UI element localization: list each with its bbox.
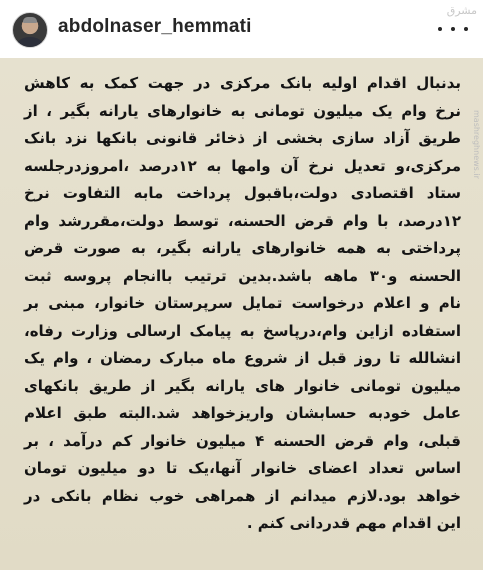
post-header (0, 0, 483, 58)
username[interactable]: abdolnaser_hemmati (58, 16, 252, 37)
watermark-logo: مشرق (446, 4, 477, 17)
dot (438, 27, 442, 31)
text-card (0, 58, 483, 570)
text-line: ستاد اقتصادی دولت،باقبول پرداخت مابه التفاوت نرخ (24, 184, 461, 202)
watermark-side-text: mashreghnews.ir (472, 110, 481, 179)
more-dots-icon[interactable] (438, 22, 468, 36)
text-line: پرداختی به همه خانوارهای یارانه بگیر، به صورت قرض (24, 239, 461, 257)
text-line: عامل خودبه حسابشان واریزخواهد شد.البته طبق اعلام (24, 404, 461, 422)
text-line: مرکزی،و تعدیل نرخ آن وامها به ۱۲درصد ،امروزدرجلسه (24, 156, 461, 175)
text-line: این اقدام مهم قدردانی کنم . (246, 514, 461, 532)
text-line: نام و اعلام درخواست تمایل سرپرستان خانوار، مبنی بر (24, 294, 461, 312)
text-line: انشالله تا روز قبل از شروع ماه مبارک رمضان ، وام یک (24, 349, 461, 367)
text-line: بدنبال اقدام اولیه بانک مرکزی در جهت کمک به کاهش (24, 74, 461, 92)
text-line: طریق آزاد سازی بخشی از ذخائر قانونی بانکها نزد بانک (24, 129, 461, 147)
text-line: ۱۲درصد، با وام قرض الحسنه، توسط دولت،مقررشد وام (24, 211, 461, 230)
text-line: میلیون تومانی خانوار های یارانه بگیر از طریق بانکهای (24, 376, 461, 395)
text-line: قبلی، وام قرض الحسنه ۴ میلیون خانوار کم درآمد ، بر (24, 431, 461, 450)
avatar[interactable] (12, 12, 48, 48)
text-line: نرخ وام یک میلیون تومانی به خانوارهای یارانه بگیر ، از (24, 101, 461, 120)
dot (451, 27, 455, 31)
dot (464, 27, 468, 31)
text-line: خواهد بود.لازم میدانم از همراهی خوب نظام بانکی در (24, 486, 461, 505)
post-body-text (24, 70, 461, 538)
text-line: الحسنه و۳۰ ماهه باشد.بدین ترتیب باانجام پروسه ثبت (24, 266, 461, 285)
text-line: استفاده ازاین وام،درپاسخ به پیامک ارسالی وزارت رفاه، (24, 321, 461, 340)
text-line: اساس تعداد اعضای خانوار آنها،یک تا دو میلیون تومان (24, 459, 461, 477)
avatar-hair (23, 17, 37, 23)
avatar-shoulders (17, 37, 43, 48)
